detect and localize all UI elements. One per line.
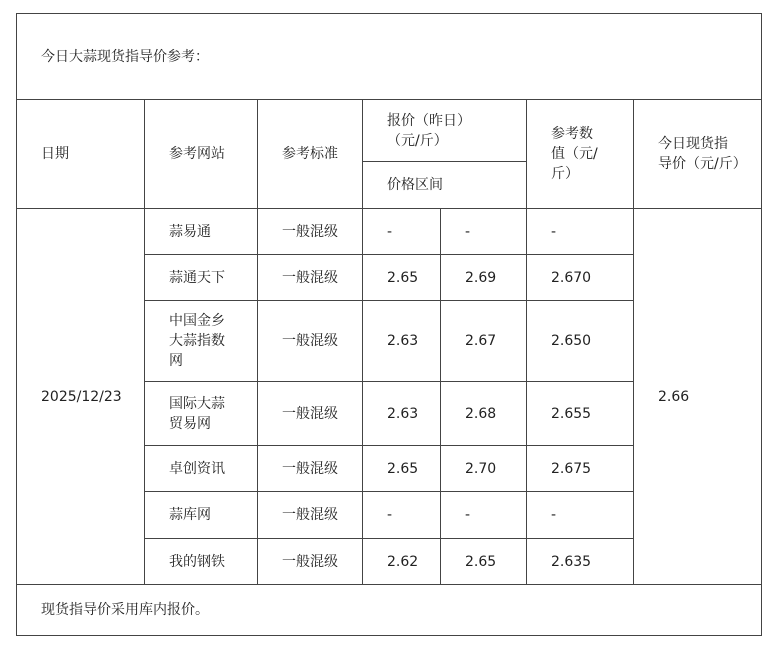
range-high-cell: 2.69 [441,255,527,301]
range-high-cell: 2.68 [441,382,527,446]
header-date: 日期 [17,100,145,209]
site-cell: 蒜通天下 [145,255,258,301]
standard-cell: 一般混级 [258,492,363,539]
range-low-cell: 2.65 [363,446,441,492]
range-high-cell: - [441,209,527,255]
header-range: 价格区间 [363,162,527,209]
date-cell: 2025/12/23 [17,209,145,585]
standard-cell: 一般混级 [258,446,363,492]
range-high-cell: 2.65 [441,539,527,585]
site-cell: 蒜易通 [145,209,258,255]
range-low-cell: - [363,209,441,255]
ref-value-cell: 2.650 [527,301,634,382]
header-quote: 报价（昨日）（元/斤） [363,100,527,162]
site-cell: 中国金乡大蒜指数网 [145,301,258,382]
range-low-cell: 2.63 [363,382,441,446]
header-site: 参考网站 [145,100,258,209]
standard-cell: 一般混级 [258,382,363,446]
site-cell: 我的钢铁 [145,539,258,585]
range-low-cell: 2.65 [363,255,441,301]
ref-value-cell: - [527,492,634,539]
table-title: 今日大蒜现货指导价参考： [17,14,762,100]
standard-cell: 一般混级 [258,255,363,301]
ref-value-cell: 2.655 [527,382,634,446]
standard-cell: 一般混级 [258,539,363,585]
ref-value-cell: - [527,209,634,255]
range-low-cell: 2.62 [363,539,441,585]
header-guide-price: 今日现货指导价（元/斤） [634,100,762,209]
site-cell: 国际大蒜贸易网 [145,382,258,446]
footer-note: 现货指导价采用库内报价。 [17,585,762,636]
header-ref-value: 参考数值（元/斤） [527,100,634,209]
guide-price-cell: 2.66 [634,209,762,585]
site-cell: 蒜库网 [145,492,258,539]
range-low-cell: 2.63 [363,301,441,382]
range-high-cell: - [441,492,527,539]
ref-value-cell: 2.675 [527,446,634,492]
site-cell: 卓创资讯 [145,446,258,492]
ref-value-cell: 2.670 [527,255,634,301]
ref-value-cell: 2.635 [527,539,634,585]
range-low-cell: - [363,492,441,539]
standard-cell: 一般混级 [258,209,363,255]
range-high-cell: 2.67 [441,301,527,382]
standard-cell: 一般混级 [258,301,363,382]
range-high-cell: 2.70 [441,446,527,492]
header-standard: 参考标准 [258,100,363,209]
price-table [16,13,762,636]
